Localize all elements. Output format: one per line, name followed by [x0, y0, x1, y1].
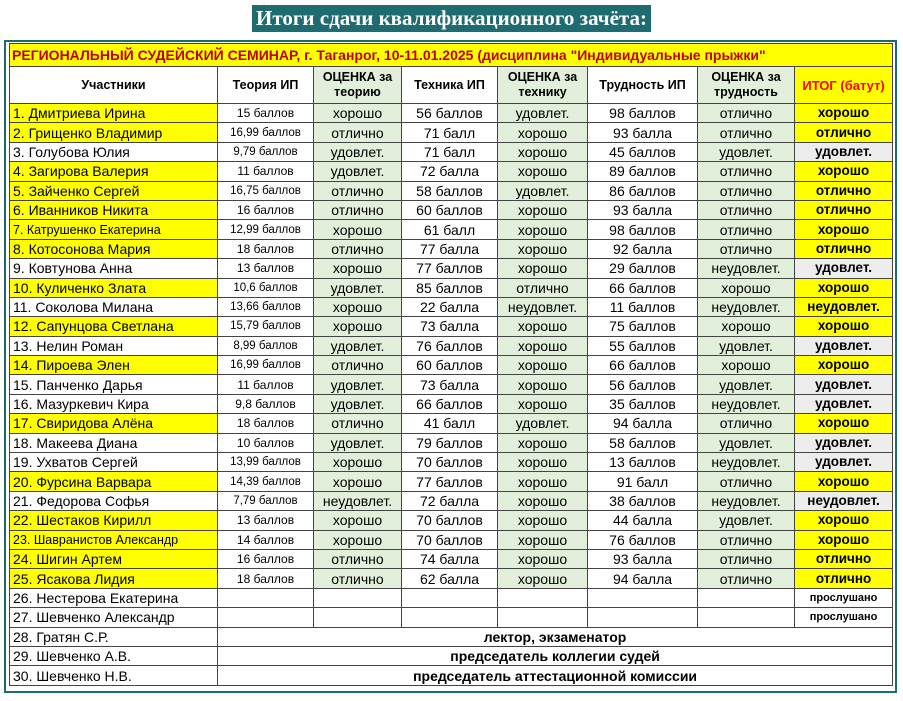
difficulty-score: 58 баллов: [588, 433, 698, 452]
technique-score: 58 баллов: [402, 181, 498, 200]
theory-score: 9,79 баллов: [218, 142, 314, 161]
table-row: [10, 239, 893, 258]
staff-name: 28. Гратян С.Р.: [10, 627, 218, 646]
theory-score: 7,79 баллов: [218, 491, 314, 510]
difficulty-grade: отлично: [698, 414, 795, 433]
header-participants: Участники: [10, 67, 218, 104]
table-row: [10, 491, 893, 510]
table-row: [10, 646, 893, 665]
results-table: [9, 43, 893, 686]
table-row: [10, 181, 893, 200]
header-result: ИТОГ (батут): [795, 67, 893, 104]
technique-grade: хорошо: [498, 375, 588, 394]
technique-grade: хорошо: [498, 511, 588, 530]
participant-name: 13. Нелин Роман: [10, 336, 218, 355]
header-difficulty: Трудность ИП: [588, 67, 698, 104]
technique-grade: хорошо: [498, 259, 588, 278]
participant-name: 10. Куличенко Злата: [10, 278, 218, 297]
difficulty-score: 93 балла: [588, 549, 698, 568]
theory-score: 16 баллов: [218, 549, 314, 568]
technique-score: 77 баллов: [402, 259, 498, 278]
technique-grade: хорошо: [498, 220, 588, 239]
table-row: [10, 278, 893, 297]
theory-score: 13 баллов: [218, 511, 314, 530]
final-result: отлично: [795, 200, 893, 219]
difficulty-grade: отлично: [698, 239, 795, 258]
participant-name: 24. Шигин Артем: [10, 549, 218, 568]
technique-grade: удовлет.: [498, 104, 588, 123]
theory-score: 14 баллов: [218, 530, 314, 549]
theory-score: 10,6 баллов: [218, 278, 314, 297]
theory-grade: удовлет.: [314, 394, 402, 413]
table-row: [10, 569, 893, 588]
difficulty-score: 76 баллов: [588, 530, 698, 549]
technique-score: 71 балл: [402, 142, 498, 161]
technique-score: 70 баллов: [402, 453, 498, 472]
final-result: хорошо: [795, 356, 893, 375]
theory-grade: отлично: [314, 414, 402, 433]
participant-name: 20. Фурсина Варвара: [10, 472, 218, 491]
technique-grade: хорошо: [498, 336, 588, 355]
theory-score: 8,99 баллов: [218, 336, 314, 355]
table-row: [10, 297, 893, 316]
technique-grade: неудовлет.: [498, 297, 588, 316]
theory-grade: удовлет.: [314, 433, 402, 452]
seminar-row: [10, 44, 893, 67]
difficulty-grade: отлично: [698, 530, 795, 549]
table-row: [10, 588, 893, 607]
technique-score: 72 балла: [402, 162, 498, 181]
theory-grade: удовлет.: [314, 142, 402, 161]
difficulty-score: 75 баллов: [588, 317, 698, 336]
technique-score: 77 баллов: [402, 472, 498, 491]
difficulty-grade: удовлет.: [698, 511, 795, 530]
participant-name: 6. Иванников Никита: [10, 200, 218, 219]
technique-grade: хорошо: [498, 530, 588, 549]
difficulty-score: 55 баллов: [588, 336, 698, 355]
table-row: [10, 608, 893, 627]
final-result: отлично: [795, 549, 893, 568]
difficulty-grade: неудовлет.: [698, 491, 795, 510]
table-row: [10, 414, 893, 433]
final-result: прослушано: [795, 588, 893, 607]
table-row: [10, 472, 893, 491]
difficulty-grade: хорошо: [698, 356, 795, 375]
difficulty-grade: отлично: [698, 104, 795, 123]
participant-name: 21. Федорова Софья: [10, 491, 218, 510]
theory-score: 16,99 баллов: [218, 123, 314, 142]
difficulty-grade: отлично: [698, 569, 795, 588]
difficulty-grade: удовлет.: [698, 433, 795, 452]
difficulty-score: 89 баллов: [588, 162, 698, 181]
theory-grade: отлично: [314, 200, 402, 219]
difficulty-score: 44 балла: [588, 511, 698, 530]
technique-score: 73 балла: [402, 317, 498, 336]
theory-score: 12,99 баллов: [218, 220, 314, 239]
participant-name: 22. Шестаков Кирилл: [10, 511, 218, 530]
technique-score: 71 балл: [402, 123, 498, 142]
header-row: [10, 67, 893, 104]
empty-cell: [218, 588, 314, 607]
final-result: хорошо: [795, 104, 893, 123]
difficulty-score: 98 баллов: [588, 220, 698, 239]
difficulty-grade: удовлет.: [698, 375, 795, 394]
technique-grade: хорошо: [498, 200, 588, 219]
table-row: [10, 666, 893, 685]
table-row: [10, 375, 893, 394]
table-row: [10, 356, 893, 375]
difficulty-score: 93 балла: [588, 200, 698, 219]
participant-name: 3. Голубова Юлия: [10, 142, 218, 161]
theory-score: 18 баллов: [218, 414, 314, 433]
theory-grade: хорошо: [314, 317, 402, 336]
difficulty-score: 94 балла: [588, 569, 698, 588]
technique-score: 85 баллов: [402, 278, 498, 297]
final-result: удовлет.: [795, 375, 893, 394]
theory-grade: удовлет.: [314, 336, 402, 355]
empty-cell: [498, 588, 588, 607]
table-row: [10, 317, 893, 336]
technique-score: 60 баллов: [402, 200, 498, 219]
technique-grade: хорошо: [498, 123, 588, 142]
final-result: неудовлет.: [795, 491, 893, 510]
participant-name: 12. Сапунцова Светлана: [10, 317, 218, 336]
technique-score: 77 балла: [402, 239, 498, 258]
technique-grade: удовлет.: [498, 414, 588, 433]
theory-score: 15 баллов: [218, 104, 314, 123]
difficulty-grade: отлично: [698, 472, 795, 491]
theory-score: 13 баллов: [218, 259, 314, 278]
final-result: удовлет.: [795, 394, 893, 413]
participant-name: 18. Макеева Диана: [10, 433, 218, 452]
final-result: удовлет.: [795, 142, 893, 161]
difficulty-grade: отлично: [698, 181, 795, 200]
theory-grade: неудовлет.: [314, 491, 402, 510]
participant-name: 17. Свиридова Алёна: [10, 414, 218, 433]
staff-role: председатель аттестационной комиссии: [218, 666, 893, 685]
final-result: хорошо: [795, 278, 893, 297]
difficulty-grade: неудовлет.: [698, 259, 795, 278]
difficulty-grade: отлично: [698, 200, 795, 219]
difficulty-grade: неудовлет.: [698, 453, 795, 472]
theory-grade: хорошо: [314, 530, 402, 549]
technique-grade: удовлет.: [498, 181, 588, 200]
participant-name: 11. Соколова Милана: [10, 297, 218, 316]
difficulty-score: 92 балла: [588, 239, 698, 258]
table-row: [10, 433, 893, 452]
table-row: [10, 453, 893, 472]
theory-score: 16,99 баллов: [218, 356, 314, 375]
participant-name: 27. Шевченко Александр: [10, 608, 218, 627]
difficulty-score: 91 балл: [588, 472, 698, 491]
empty-cell: [588, 588, 698, 607]
theory-score: 16,75 баллов: [218, 181, 314, 200]
theory-score: 18 баллов: [218, 239, 314, 258]
seminar-title: РЕГИОНАЛЬНЫЙ СУДЕЙСКИЙ СЕМИНАР, г. Таганрог, 10-11.01.2025 (дисциплина "Индивидуальные прыжки": [10, 44, 893, 67]
technique-grade: хорошо: [498, 472, 588, 491]
theory-grade: удовлет.: [314, 278, 402, 297]
theory-grade: хорошо: [314, 453, 402, 472]
page-title: Итоги сдачи квалификационного зачёта:: [252, 5, 651, 32]
participant-name: 8. Котосонова Мария: [10, 239, 218, 258]
empty-cell: [698, 588, 795, 607]
participant-name: 16. Мазуркевич Кира: [10, 394, 218, 413]
difficulty-score: 45 баллов: [588, 142, 698, 161]
technique-grade: хорошо: [498, 162, 588, 181]
staff-name: 29. Шевченко А.В.: [10, 646, 218, 665]
difficulty-grade: хорошо: [698, 317, 795, 336]
header-theory-grade: ОЦЕНКА за теорию: [314, 67, 402, 104]
table-row: [10, 142, 893, 161]
difficulty-grade: отлично: [698, 162, 795, 181]
theory-grade: отлично: [314, 181, 402, 200]
theory-grade: хорошо: [314, 104, 402, 123]
technique-score: 74 балла: [402, 549, 498, 568]
theory-grade: отлично: [314, 549, 402, 568]
theory-grade: хорошо: [314, 472, 402, 491]
final-result: хорошо: [795, 317, 893, 336]
final-result: отлично: [795, 239, 893, 258]
results-frame: [4, 40, 897, 693]
difficulty-grade: отлично: [698, 123, 795, 142]
final-result: хорошо: [795, 530, 893, 549]
technique-grade: хорошо: [498, 239, 588, 258]
theory-score: 18 баллов: [218, 569, 314, 588]
technique-grade: хорошо: [498, 549, 588, 568]
technique-score: 72 балла: [402, 491, 498, 510]
theory-grade: хорошо: [314, 511, 402, 530]
difficulty-score: 94 балла: [588, 414, 698, 433]
technique-score: 76 баллов: [402, 336, 498, 355]
theory-score: 16 баллов: [218, 200, 314, 219]
empty-cell: [314, 608, 402, 627]
participant-name: 4. Загирова Валерия: [10, 162, 218, 181]
staff-role: лектор, экзаменатор: [218, 627, 893, 646]
difficulty-score: 38 баллов: [588, 491, 698, 510]
final-result: хорошо: [795, 472, 893, 491]
difficulty-score: 13 баллов: [588, 453, 698, 472]
table-row: [10, 123, 893, 142]
table-row: [10, 200, 893, 219]
theory-score: 11 баллов: [218, 375, 314, 394]
difficulty-grade: хорошо: [698, 278, 795, 297]
final-result: отлично: [795, 181, 893, 200]
technique-grade: хорошо: [498, 453, 588, 472]
theory-grade: удовлет.: [314, 162, 402, 181]
participant-name: 7. Катрушенко Екатерина: [10, 220, 218, 239]
staff-name: 30. Шевченко Н.В.: [10, 666, 218, 685]
theory-grade: отлично: [314, 569, 402, 588]
difficulty-score: 29 баллов: [588, 259, 698, 278]
theory-score: 10 баллов: [218, 433, 314, 452]
participant-name: 1. Дмитриева Ирина: [10, 104, 218, 123]
technique-score: 62 балла: [402, 569, 498, 588]
theory-score: 9,8 баллов: [218, 394, 314, 413]
empty-cell: [218, 608, 314, 627]
technique-grade: хорошо: [498, 142, 588, 161]
final-result: хорошо: [795, 414, 893, 433]
difficulty-grade: неудовлет.: [698, 297, 795, 316]
difficulty-grade: отлично: [698, 220, 795, 239]
difficulty-grade: отлично: [698, 549, 795, 568]
header-difficulty-grade: ОЦЕНКА за трудность: [698, 67, 795, 104]
participant-name: 23. Шавранистов Александр: [10, 530, 218, 549]
difficulty-score: 56 баллов: [588, 375, 698, 394]
empty-cell: [314, 588, 402, 607]
final-result: хорошо: [795, 220, 893, 239]
technique-grade: хорошо: [498, 356, 588, 375]
participant-name: 14. Пироева Элен: [10, 356, 218, 375]
participant-name: 26. Нестерова Екатерина: [10, 588, 218, 607]
participant-name: 25. Ясакова Лидия: [10, 569, 218, 588]
final-result: удовлет.: [795, 453, 893, 472]
technique-grade: хорошо: [498, 433, 588, 452]
table-row: [10, 549, 893, 568]
participant-name: 19. Ухватов Сергей: [10, 453, 218, 472]
technique-grade: хорошо: [498, 569, 588, 588]
participant-name: 2. Грищенко Владимир: [10, 123, 218, 142]
theory-score: 15,79 баллов: [218, 317, 314, 336]
table-row: [10, 511, 893, 530]
theory-grade: хорошо: [314, 259, 402, 278]
difficulty-grade: удовлет.: [698, 336, 795, 355]
empty-cell: [402, 608, 498, 627]
final-result: прослушано: [795, 608, 893, 627]
empty-cell: [402, 588, 498, 607]
technique-score: 70 баллов: [402, 530, 498, 549]
technique-score: 22 балла: [402, 297, 498, 316]
theory-grade: отлично: [314, 239, 402, 258]
theory-grade: отлично: [314, 123, 402, 142]
difficulty-score: 93 балла: [588, 123, 698, 142]
participant-name: 5. Зайченко Сергей: [10, 181, 218, 200]
empty-cell: [498, 608, 588, 627]
final-result: удовлет.: [795, 433, 893, 452]
header-theory: Теория ИП: [218, 67, 314, 104]
final-result: удовлет.: [795, 336, 893, 355]
final-result: отлично: [795, 123, 893, 142]
technique-score: 60 баллов: [402, 356, 498, 375]
technique-grade: хорошо: [498, 491, 588, 510]
table-row: [10, 104, 893, 123]
technique-score: 73 балла: [402, 375, 498, 394]
participant-name: 9. Ковтунова Анна: [10, 259, 218, 278]
theory-score: 14,39 баллов: [218, 472, 314, 491]
header-technique: Техника ИП: [402, 67, 498, 104]
theory-grade: удовлет.: [314, 375, 402, 394]
difficulty-score: 66 баллов: [588, 278, 698, 297]
final-result: хорошо: [795, 162, 893, 181]
technique-score: 70 баллов: [402, 511, 498, 530]
table-row: [10, 162, 893, 181]
technique-score: 41 балл: [402, 414, 498, 433]
final-result: удовлет.: [795, 259, 893, 278]
empty-cell: [588, 608, 698, 627]
table-row: [10, 220, 893, 239]
staff-role: председатель коллегии судей: [218, 646, 893, 665]
technique-score: 56 баллов: [402, 104, 498, 123]
theory-score: 13,99 баллов: [218, 453, 314, 472]
table-row: [10, 259, 893, 278]
table-row: [10, 394, 893, 413]
table-row: [10, 530, 893, 549]
difficulty-grade: неудовлет.: [698, 394, 795, 413]
final-result: неудовлет.: [795, 297, 893, 316]
difficulty-score: 11 баллов: [588, 297, 698, 316]
theory-score: 13,66 баллов: [218, 297, 314, 316]
empty-cell: [698, 608, 795, 627]
table-row: [10, 336, 893, 355]
participant-name: 15. Панченко Дарья: [10, 375, 218, 394]
difficulty-score: 86 баллов: [588, 181, 698, 200]
theory-score: 11 баллов: [218, 162, 314, 181]
technique-score: 61 балл: [402, 220, 498, 239]
final-result: хорошо: [795, 511, 893, 530]
difficulty-score: 66 баллов: [588, 356, 698, 375]
final-result: отлично: [795, 569, 893, 588]
theory-grade: хорошо: [314, 220, 402, 239]
technique-grade: хорошо: [498, 317, 588, 336]
difficulty-grade: удовлет.: [698, 142, 795, 161]
difficulty-score: 35 баллов: [588, 394, 698, 413]
technique-grade: хорошо: [498, 394, 588, 413]
difficulty-score: 98 баллов: [588, 104, 698, 123]
theory-grade: отлично: [314, 356, 402, 375]
table-row: [10, 627, 893, 646]
results-sheet: [6, 42, 895, 691]
technique-grade: отлично: [498, 278, 588, 297]
theory-grade: хорошо: [314, 297, 402, 316]
header-technique-grade: ОЦЕНКА за технику: [498, 67, 588, 104]
technique-score: 79 баллов: [402, 433, 498, 452]
technique-score: 66 баллов: [402, 394, 498, 413]
